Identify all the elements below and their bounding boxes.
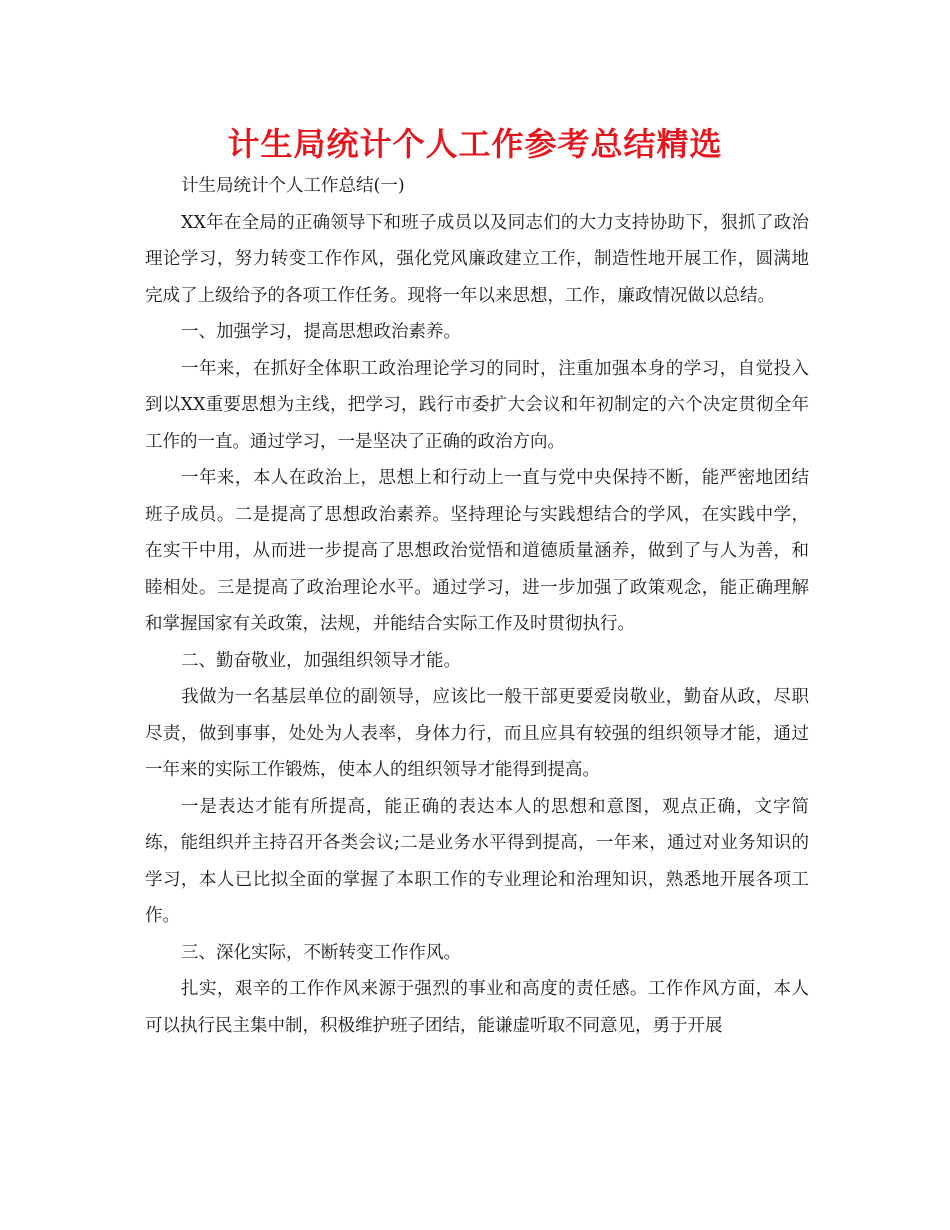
paragraph: 一年来，在抓好全体职工政治理论学习的同时，注重加强本身的学习，自觉投入到以XX重要思想为主线，把学习，践行市委扩大会议和年初制定的六个决定贯彻全年工作的一直。通过学习，一是坚决了正确的政治方向。 [145,358,809,452]
paragraph: 一年来，本人在政治上，思想上和行动上一直与党中央保持不断，能严密地团结班子成员。二是提高了思想政治素养。坚持理论与实践想结合的学风，在实践中学，在实干中用，从而进一步提高了思想政治觉悟和道德质量涵养，做到了与人为善，和睦相处。三是提高了政治理论水平。通过学习，进一步加强了政策观念，能正确理解和掌握国家有关政策，法规，并能结合实际工作及时贯彻执行。 [145,468,809,634]
section-heading-2: 二、勤奋敬业，加强组织领导才能。 [181,650,461,671]
document-body [145,168,809,1044]
paragraph: 扎实，艰辛的工作作风来源于强烈的事业和高度的责任感。工作作风方面，本人可以执行民主集中制，积极维护班子团结，能谦虚听取不同意见，勇于开展 [145,979,809,1036]
document-title: 计生局统计个人工作参考总结精选 [227,125,723,163]
paragraph: 我做为一名基层单位的副领导，应该比一般干部更要爱岗敬业，勤奋从政，尽职尽责，做到事事，处处为人表率，身体力行，而且应具有较强的组织领导才能，通过一年来的实际工作锻炼，使本人的组织领导才能得到提高。 [145,687,809,780]
section-heading-3: 三、深化实际，不断转变工作作风。 [181,942,461,963]
section-subtitle: 计生局统计个人工作总结(一) [181,176,405,196]
section-heading-1: 一、加强学习，提高思想政治素养。 [181,322,461,342]
paragraph: 一是表达才能有所提高，能正确的表达本人的思想和意图，观点正确，文字简练，能组织并主持召开各类会议;二是业务水平得到提高，一年来，通过对业务知识的学习，本人已比拟全面的掌握了本职工作的专业理论和治理知识，熟悉地开展各项工作。 [145,796,809,926]
paragraph-intro: XX年在全局的正确领导下和班子成员以及同志们的大力支持协助下，狠抓了政治理论学习，努力转变工作作风，强化党风廉政建立工作，制造性地开展工作，圆满地完成了上级给予的各项工作任务。现将一年以来思想，工作，廉政情况做以总结。 [145,212,809,306]
